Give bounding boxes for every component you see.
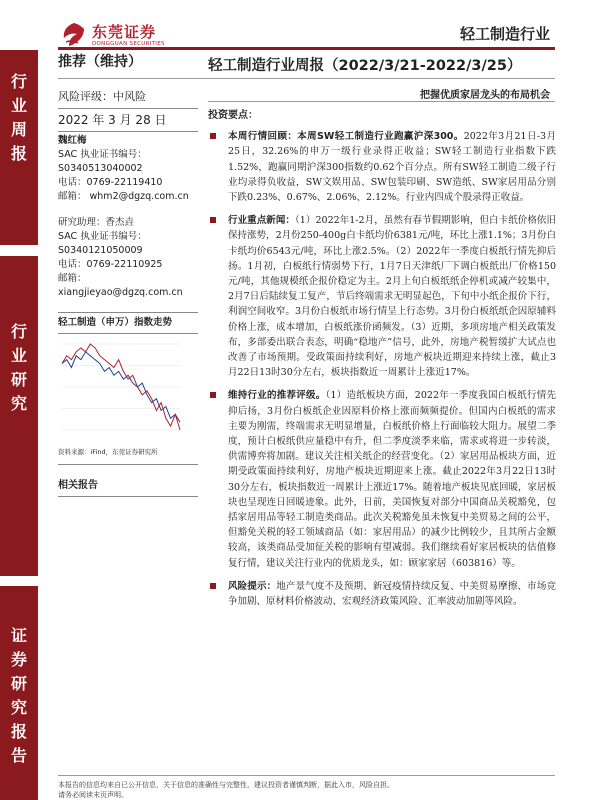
analyst-email[interactable]: 邮箱： whm2@dgzq.com.cn [58,191,189,202]
chart-source: 资料来源：iFind，东莞证券研究所 [58,441,198,465]
sidebar-label-weekly: 行 业 周 报 [10,72,27,163]
bullet-square-icon [210,392,216,398]
analyst-cert-label: SAC 执业证书编号： [58,149,147,160]
assistant-name: 研究助理：香杰垚 [58,217,135,228]
bullet-lead: 行业重点新闻： [228,215,295,227]
bullet-rating [208,388,556,570]
disclaimer-line: 本报告的信息均来自已公开信息，关于信息的准确性与完整性，建议投资者谨慎判断，据此入市，风险自担。 [58,781,394,789]
footer-rule [58,775,555,776]
assistant-cert-label: SAC 执业证书编号： [58,231,147,242]
disclaimer-note: 请务必阅读末页声明。 [58,791,128,799]
industry-category: 轻工制造行业 [459,25,550,43]
bullet-text: 地产景气度不及预期、新冠疫情持续反复、中美贸易摩擦、市场竞争加剧、原材料价格波动、宏观经济政策风险、汇率波动加剧等风险。 [228,580,556,608]
bullet-text: （1）2022年1-2月，虽然有春节假期影响，但白卡纸价格依旧保持涨势，2月份250-400g白卡纸均价6381元/吨，环比上涨1.1%；3月份白卡纸均价6543元/吨，环比上涨2.5%。（2）2022年一季度白板纸行情先抑后扬。1月初，白板纸行情弱势下行，1月7日天津纸厂下调白板纸出厂价格150元/吨，其他规模纸企报价稳定为主。2月上旬白板纸纸企停机或减产较集中，2月7日后陆续复工复产，节后终端需求无明显起色，下旬中小纸企报价下行，利润空间收窄。3月份白板纸市场行情呈上行态势。3月份白板纸纸企因原辅料价格上涨，成本增加，白板纸涨价函频发。（3）近期，多项房地产相关政策发布，多部委出联合表态，明确“稳地产”信号，此外，房地产税暂缓扩大试点也改善了市场预期。受政策面持续利好，房地产板块近期迎来持续上涨，截止3月22日13时30分左右，板块指数近一周累计上涨近17%。 [228,215,556,379]
report-date: 2022 年 3 月 28 日 [58,113,167,127]
assistant-cert: S0340121050009 [58,245,143,256]
bullet-weekly-review [208,129,556,205]
risk-rating: 风险评级：中风险 [58,90,146,103]
brand-name-en: DONGGUAN SECURITIES [92,41,165,47]
sidebar-block-weekly [0,50,38,245]
rating: 推荐（维持） [58,54,142,70]
investment-highlights [208,108,556,617]
sidebar-label-securities: 证 券 研 究 报 告 [10,626,27,765]
disclaimer [58,780,558,800]
sidebar-block-research [0,256,38,576]
index-trend-chart [58,338,198,436]
analyst-phone: 电话：0769-22119410 [58,177,163,188]
bullet-lead: 维持行业的推荐评级。 [228,390,326,402]
report-subtitle: 把握优质家居龙头的布局机会 [420,90,550,101]
related-reports-heading: 相关报告 [58,479,198,497]
bullet-lead: 本周行情回顾： [228,131,298,143]
report-title: 轻工制造行业周报（2022/3/21-2022/3/25） [208,58,522,74]
header-rule [58,47,555,50]
subtitle-rule [208,101,555,102]
bullet-risks [208,579,556,609]
bullet-highlight: 本周SW轻工制造行业跑赢沪深300。 [297,131,464,143]
bullet-industry-news [208,213,556,380]
assistant-email[interactable]: xiangjieyao@dgzq.com.cn [58,287,183,298]
sidebar-label-research: 行 业 研 究 [10,322,27,413]
chart-title: 轻工制造（申万）指数走势 [58,312,198,334]
bullet-square-icon [210,133,216,139]
analyst-name: 魏红梅 [58,135,87,146]
left-column [58,54,198,497]
bullet-text: 2022年3月21日-3月25日，32.26%的申万一级行业录得正收益；SW轻工制造行业指数下跌1.52%，跑赢同期沪深300指数约0.62个百分点。所有SW轻工制造二级子行业均录得负收益，SW文娱用品、SW包装印刷、SW造纸、SW家居用品分别下跌0.23%、0.67%、2.06%、2.12%。行业内四成个股录得正收益。 [228,131,556,204]
assistant-email-label: 邮箱： [58,273,87,284]
bullet-lead: 风险提示： [228,580,277,592]
analyst-info [58,132,198,300]
highlights-heading: 投资要点： [208,110,258,121]
sidebar-block-securities [0,586,38,800]
brand-logo-icon [60,22,88,48]
bullet-text: （1）造纸板块方面，2022年一季度我国白板纸行情先抑后扬，3月份白板纸企业因原料价格上涨而频频提价。但国内白板纸的需求主要为刚需，终端需求无明显增量，白板纸价格上行面临较大阻力。展望二季度，预计白板纸供应量稳中有升，但二季度淡季来临，需求或将进一步转淡，供需博弈将加剧。建议关注相关纸企的经营变化。（2）家居用品板块方面，近期受政策面持续利好，房地产板块近期迎来上涨。截止2022年3月22日13时30分左右，板块指数近一周累计上涨近17%。随着地产板块见底回暖，家居板块也呈现连日回暖迹象。此外，日前，美国恢复对部分中国商品关税豁免，包括家居用品等轻工制造类商品。此次关税豁免虽未恢复中美贸易之间的公平，但豁免关税的轻工领域商品（如：家居用品）的减少比例较少，且其所占金额较高，该类商品受加征关税的影响有望减弱。我们继续看好家居板块的估值修复行情，建议关注行业内的优质龙头，如：顾家家居（603816）等。 [228,390,556,569]
bullet-square-icon [210,583,216,589]
analyst-cert: S0340513040002 [58,163,143,174]
assistant-phone: 电话：0769-22110925 [58,259,163,270]
bullet-square-icon [210,217,216,223]
brand-name: 东莞证券 [92,23,157,41]
